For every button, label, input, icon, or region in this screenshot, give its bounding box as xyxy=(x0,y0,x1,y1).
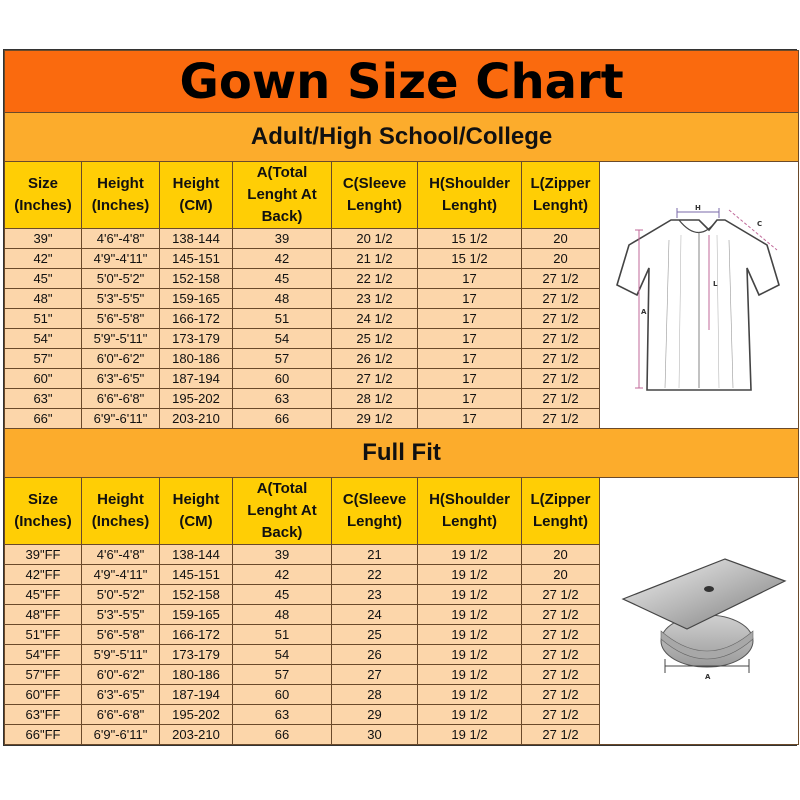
table-cell: 21 xyxy=(332,545,418,565)
table-cell: 57 xyxy=(233,349,332,369)
svg-text:A: A xyxy=(705,673,711,681)
table-cell: 187-194 xyxy=(160,369,233,389)
table-cell: 145-151 xyxy=(160,249,233,269)
table-cell: 152-158 xyxy=(160,585,233,605)
table-cell: 48"FF xyxy=(5,605,82,625)
column-header: H(Shoulder Lenght) xyxy=(418,478,522,545)
gown-diagram-icon xyxy=(609,190,789,400)
graduation-cap-diagram-icon xyxy=(609,521,789,701)
table-cell: 27 1/2 xyxy=(522,705,600,725)
table-cell: 27 1/2 xyxy=(332,369,418,389)
svg-text:L: L xyxy=(713,280,718,288)
table-cell: 39"FF xyxy=(5,545,82,565)
table-cell: 6'3"-6'5" xyxy=(82,369,160,389)
table-cell: 54" xyxy=(5,329,82,349)
table-cell: 17 xyxy=(418,409,522,429)
column-header: Height (Inches) xyxy=(82,478,160,545)
table-cell: 48 xyxy=(233,289,332,309)
table-cell: 27 1/2 xyxy=(522,289,600,309)
table-cell: 19 1/2 xyxy=(418,625,522,645)
table-cell: 5'9"-5'11" xyxy=(82,329,160,349)
table-cell: 180-186 xyxy=(160,349,233,369)
table-cell: 15 1/2 xyxy=(418,249,522,269)
table-cell: 187-194 xyxy=(160,685,233,705)
column-header: C(Sleeve Lenght) xyxy=(332,478,418,545)
table-cell: 28 xyxy=(332,685,418,705)
table-cell: 26 xyxy=(332,645,418,665)
table-cell: 25 xyxy=(332,625,418,645)
table-cell: 48 xyxy=(233,605,332,625)
table-cell: 20 1/2 xyxy=(332,229,418,249)
column-header: C(Sleeve Lenght) xyxy=(332,162,418,229)
table-cell: 66 xyxy=(233,409,332,429)
table-cell: 6'0"-6'2" xyxy=(82,665,160,685)
table-cell: 27 1/2 xyxy=(522,329,600,349)
svg-text:H: H xyxy=(695,204,701,212)
table-cell: 27 1/2 xyxy=(522,725,600,745)
table-cell: 6'6"-6'8" xyxy=(82,705,160,725)
table-cell: 138-144 xyxy=(160,545,233,565)
table-cell: 24 xyxy=(332,605,418,625)
table-cell: 39" xyxy=(5,229,82,249)
column-header: Size (Inches) xyxy=(5,162,82,229)
table-cell: 42"FF xyxy=(5,565,82,585)
table-cell: 42 xyxy=(233,565,332,585)
table-cell: 180-186 xyxy=(160,665,233,685)
table-cell: 19 1/2 xyxy=(418,585,522,605)
column-header: A(Total Lenght At Back) xyxy=(233,162,332,229)
table-cell: 20 xyxy=(522,229,600,249)
section-heading: Full Fit xyxy=(5,429,799,478)
table-cell: 4'6"-4'8" xyxy=(82,545,160,565)
table-cell: 145-151 xyxy=(160,565,233,585)
column-header: Height (CM) xyxy=(160,478,233,545)
table-cell: 17 xyxy=(418,329,522,349)
table-cell: 19 1/2 xyxy=(418,605,522,625)
table-cell: 19 1/2 xyxy=(418,545,522,565)
gown-diagram xyxy=(600,162,799,429)
chart-title: Gown Size Chart xyxy=(5,51,799,113)
table-cell: 20 xyxy=(522,565,600,585)
table-cell: 166-172 xyxy=(160,309,233,329)
table-cell: 57 xyxy=(233,665,332,685)
table-cell: 195-202 xyxy=(160,389,233,409)
table-cell: 6'3"-6'5" xyxy=(82,685,160,705)
table-cell: 20 xyxy=(522,249,600,269)
table-cell: 39 xyxy=(233,229,332,249)
table-cell: 45" xyxy=(5,269,82,289)
table-cell: 42" xyxy=(5,249,82,269)
table-cell: 5'3"-5'5" xyxy=(82,605,160,625)
table-cell: 203-210 xyxy=(160,409,233,429)
table-cell: 39 xyxy=(233,545,332,565)
table-cell: 25 1/2 xyxy=(332,329,418,349)
table-cell: 17 xyxy=(418,369,522,389)
table-cell: 57" xyxy=(5,349,82,369)
table-cell: 5'9"-5'11" xyxy=(82,645,160,665)
table-cell: 27 1/2 xyxy=(522,269,600,289)
table-cell: 27 1/2 xyxy=(522,369,600,389)
table-cell: 173-179 xyxy=(160,329,233,349)
table-cell: 6'9"-6'11" xyxy=(82,725,160,745)
column-header: Height (Inches) xyxy=(82,162,160,229)
table-cell: 45 xyxy=(233,269,332,289)
table-cell: 27 1/2 xyxy=(522,645,600,665)
table-cell: 19 1/2 xyxy=(418,685,522,705)
cap-diagram xyxy=(600,478,799,745)
table-cell: 27 1/2 xyxy=(522,665,600,685)
table-cell: 60 xyxy=(233,369,332,389)
table-cell: 6'9"-6'11" xyxy=(82,409,160,429)
table-cell: 203-210 xyxy=(160,725,233,745)
table-cell: 6'0"-6'2" xyxy=(82,349,160,369)
column-header: L(Zipper Lenght) xyxy=(522,162,600,229)
table-cell: 195-202 xyxy=(160,705,233,725)
column-header: Size (Inches) xyxy=(5,478,82,545)
column-header: Height (CM) xyxy=(160,162,233,229)
table-cell: 6'6"-6'8" xyxy=(82,389,160,409)
table-cell: 17 xyxy=(418,309,522,329)
table-cell: 45 xyxy=(233,585,332,605)
table-cell: 27 1/2 xyxy=(522,585,600,605)
table-cell: 30 xyxy=(332,725,418,745)
table-cell: 5'0"-5'2" xyxy=(82,585,160,605)
size-table xyxy=(4,50,799,745)
table-cell: 138-144 xyxy=(160,229,233,249)
table-cell: 51 xyxy=(233,309,332,329)
table-cell: 63 xyxy=(233,389,332,409)
table-cell: 20 xyxy=(522,545,600,565)
table-cell: 27 1/2 xyxy=(522,349,600,369)
table-cell: 66 xyxy=(233,725,332,745)
table-cell: 26 1/2 xyxy=(332,349,418,369)
svg-text:A: A xyxy=(641,308,647,316)
table-cell: 23 1/2 xyxy=(332,289,418,309)
table-cell: 5'0"-5'2" xyxy=(82,269,160,289)
table-cell: 51" xyxy=(5,309,82,329)
table-cell: 60" xyxy=(5,369,82,389)
table-cell: 5'3"-5'5" xyxy=(82,289,160,309)
table-cell: 19 1/2 xyxy=(418,725,522,745)
table-cell: 28 1/2 xyxy=(332,389,418,409)
table-cell: 54"FF xyxy=(5,645,82,665)
table-cell: 159-165 xyxy=(160,289,233,309)
table-cell: 4'9"-4'11" xyxy=(82,565,160,585)
table-cell: 15 1/2 xyxy=(418,229,522,249)
table-cell: 22 xyxy=(332,565,418,585)
table-cell: 51 xyxy=(233,625,332,645)
table-cell: 17 xyxy=(418,269,522,289)
table-cell: 166-172 xyxy=(160,625,233,645)
table-cell: 54 xyxy=(233,645,332,665)
column-header: H(Shoulder Lenght) xyxy=(418,162,522,229)
table-cell: 66"FF xyxy=(5,725,82,745)
gown-size-chart xyxy=(3,49,797,746)
table-cell: 42 xyxy=(233,249,332,269)
table-cell: 21 1/2 xyxy=(332,249,418,269)
table-cell: 60 xyxy=(233,685,332,705)
table-cell: 19 1/2 xyxy=(418,665,522,685)
table-cell: 27 1/2 xyxy=(522,389,600,409)
table-cell: 27 1/2 xyxy=(522,625,600,645)
table-cell: 29 xyxy=(332,705,418,725)
table-cell: 29 1/2 xyxy=(332,409,418,429)
table-cell: 27 1/2 xyxy=(522,605,600,625)
table-cell: 19 1/2 xyxy=(418,645,522,665)
table-cell: 19 1/2 xyxy=(418,565,522,585)
table-cell: 63 xyxy=(233,705,332,725)
table-cell: 63" xyxy=(5,389,82,409)
table-cell: 66" xyxy=(5,409,82,429)
table-cell: 51"FF xyxy=(5,625,82,645)
table-cell: 17 xyxy=(418,289,522,309)
section-heading: Adult/High School/College xyxy=(5,113,799,162)
table-cell: 19 1/2 xyxy=(418,705,522,725)
table-cell: 17 xyxy=(418,349,522,369)
table-cell: 27 1/2 xyxy=(522,685,600,705)
table-cell: 23 xyxy=(332,585,418,605)
table-cell: 152-158 xyxy=(160,269,233,289)
table-cell: 5'6"-5'8" xyxy=(82,625,160,645)
table-cell: 63"FF xyxy=(5,705,82,725)
table-cell: 60"FF xyxy=(5,685,82,705)
table-cell: 17 xyxy=(418,389,522,409)
table-cell: 4'6"-4'8" xyxy=(82,229,160,249)
table-cell: 24 1/2 xyxy=(332,309,418,329)
table-cell: 57"FF xyxy=(5,665,82,685)
table-cell: 5'6"-5'8" xyxy=(82,309,160,329)
table-cell: 48" xyxy=(5,289,82,309)
table-cell: 27 xyxy=(332,665,418,685)
column-header: A(Total Lenght At Back) xyxy=(233,478,332,545)
table-cell: 159-165 xyxy=(160,605,233,625)
table-cell: 54 xyxy=(233,329,332,349)
table-cell: 27 1/2 xyxy=(522,409,600,429)
table-cell: 173-179 xyxy=(160,645,233,665)
table-cell: 4'9"-4'11" xyxy=(82,249,160,269)
svg-text:C: C xyxy=(757,220,763,228)
column-header: L(Zipper Lenght) xyxy=(522,478,600,545)
table-cell: 27 1/2 xyxy=(522,309,600,329)
table-cell: 22 1/2 xyxy=(332,269,418,289)
table-cell: 45"FF xyxy=(5,585,82,605)
